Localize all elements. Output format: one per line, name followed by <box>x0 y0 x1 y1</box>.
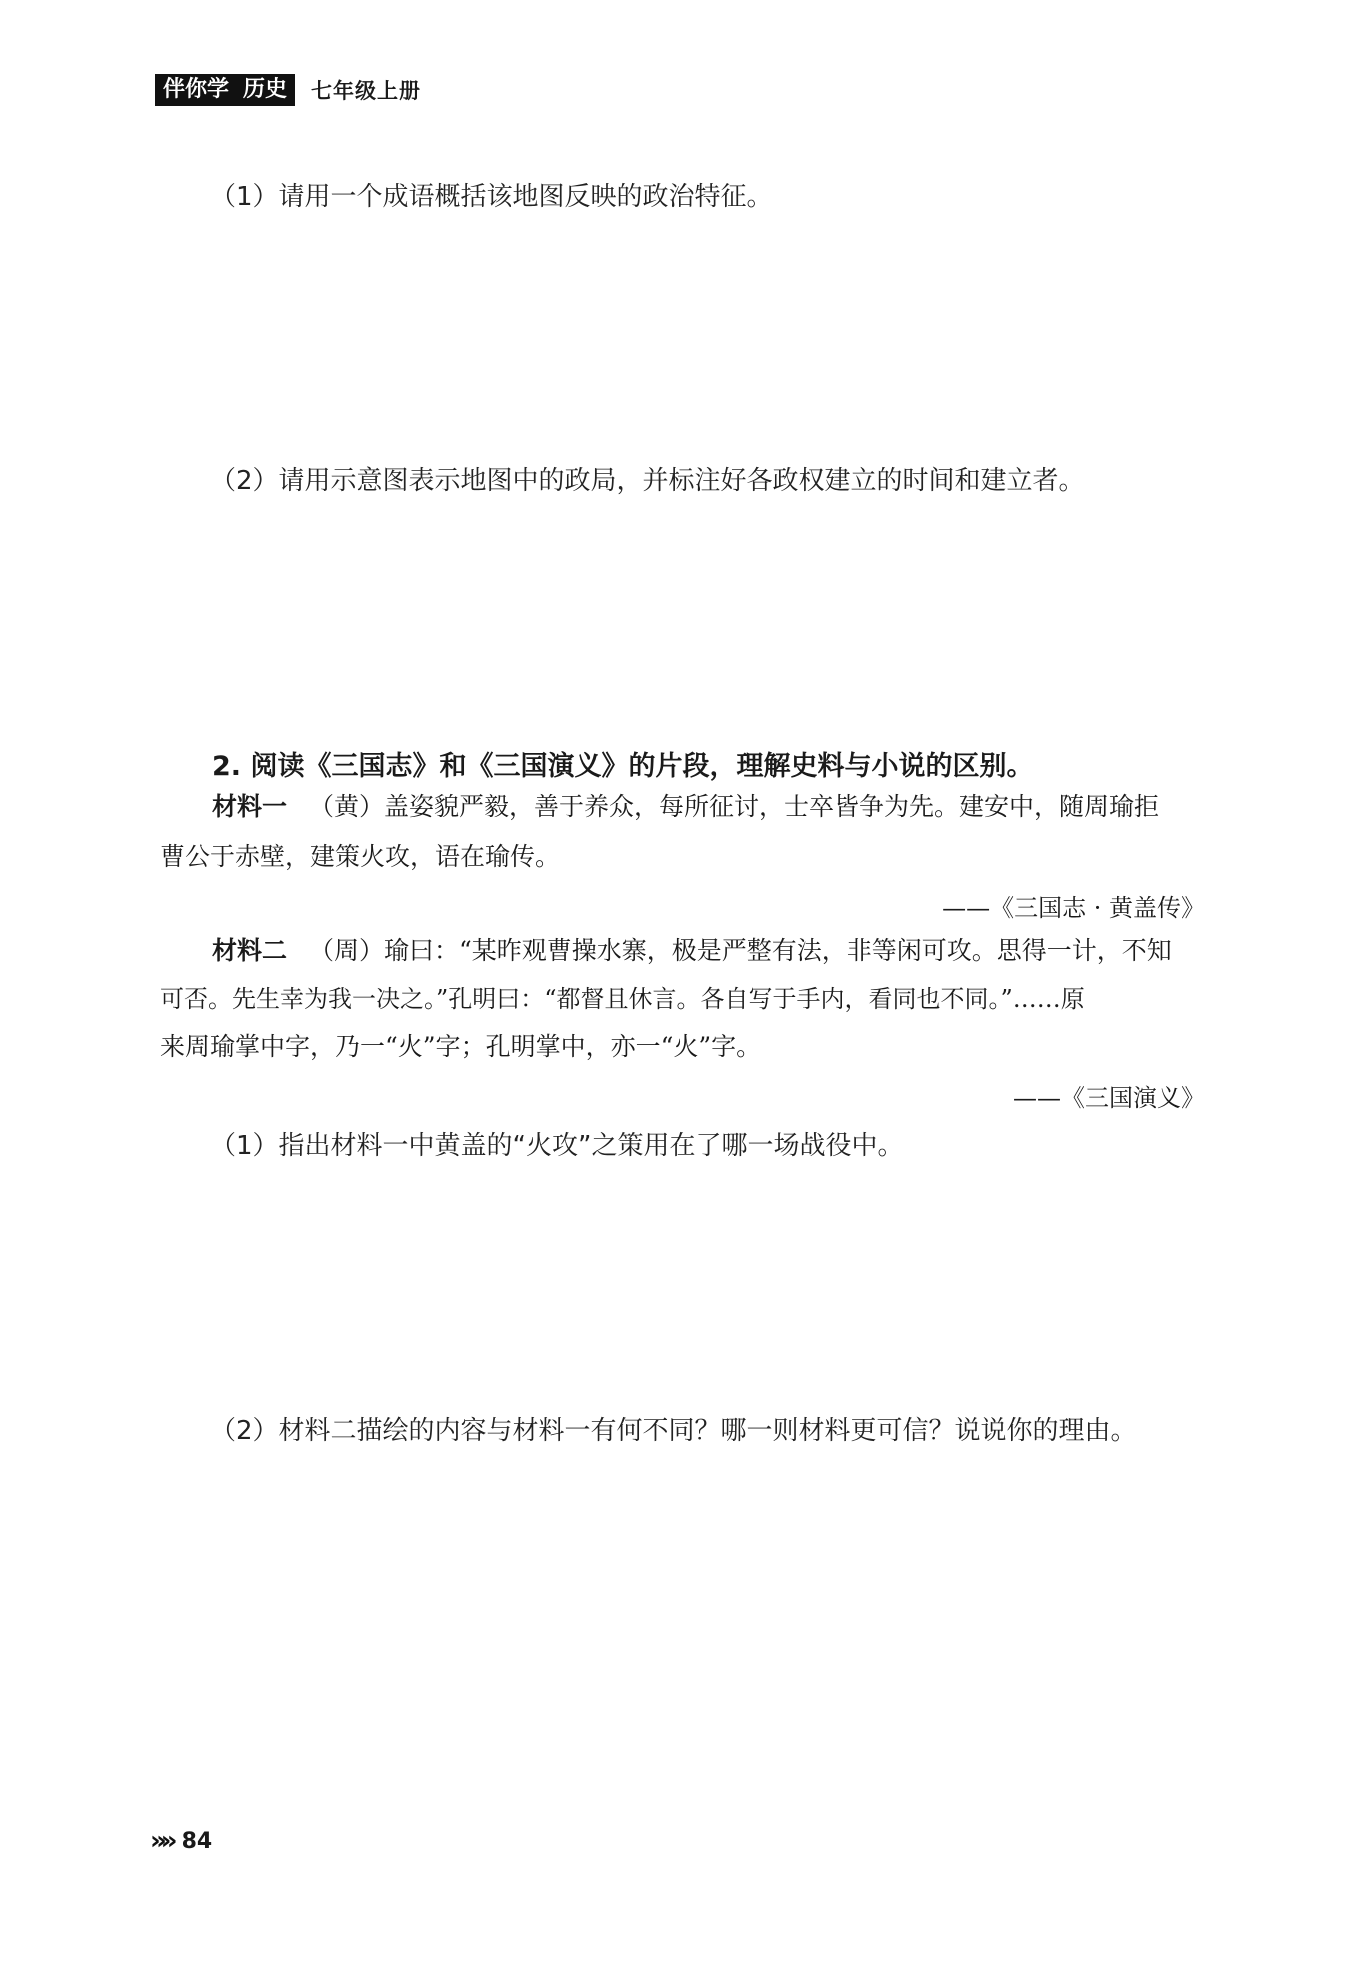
brand-title: 伴你学 <box>163 77 230 102</box>
material-1-line-1 <box>212 790 1207 824</box>
material-2-line-2: 可否。先生幸为我一决之。”孔明曰：“都督且休言。各自写于手内，看同也不同。”……原 <box>160 985 1085 1013</box>
grade-label: 七年级上册 <box>311 78 422 103</box>
chevrons-icon: »» <box>150 1826 172 1856</box>
material-1-source: ——《三国志 · 黄盖传》 <box>942 894 1205 922</box>
material-1-label: 材料一 <box>212 792 288 821</box>
material-2-line-3: 来周瑜掌中字，乃一“火”字；孔明掌中，亦一“火”字。 <box>160 1032 762 1061</box>
page-number: 84 <box>181 1828 213 1854</box>
page-footer <box>150 1826 212 1856</box>
material-1-line-2: 曹公于赤壁，建策火攻，语在瑜传。 <box>160 842 561 871</box>
material-1-text-1: （黄）盖姿貌严毅，善于养众，每所征讨，士卒皆争为先。建安中，随周瑜拒 <box>309 792 1160 821</box>
question-1-2: （2）请用示意图表示地图中的政局，并标注好各政权建立的时间和建立者。 <box>210 466 1085 496</box>
book-brand <box>155 74 295 106</box>
material-2-label: 材料二 <box>212 936 288 965</box>
page-header <box>155 74 421 106</box>
material-2-line-1 <box>212 934 1207 968</box>
question-2-heading: 2. 阅读《三国志》和《三国演义》的片段，理解史料与小说的区别。 <box>212 751 1034 782</box>
material-2-text-1: （周）瑜曰：“某昨观曹操水寨，极是严整有法，非等闲可攻。思得一计，不知 <box>309 936 1172 965</box>
material-2-source: ——《三国演义》 <box>1013 1084 1205 1112</box>
question-2-2: （2）材料二描绘的内容与材料一有何不同？哪一则材料更可信？说说你的理由。 <box>210 1416 1137 1446</box>
question-1-1: （1）请用一个成语概括该地图反映的政治特征。 <box>210 182 773 212</box>
question-2-1: （1）指出材料一中黄盖的“火攻”之策用在了哪一场战役中。 <box>210 1131 904 1161</box>
brand-subject: 历史 <box>243 77 288 102</box>
